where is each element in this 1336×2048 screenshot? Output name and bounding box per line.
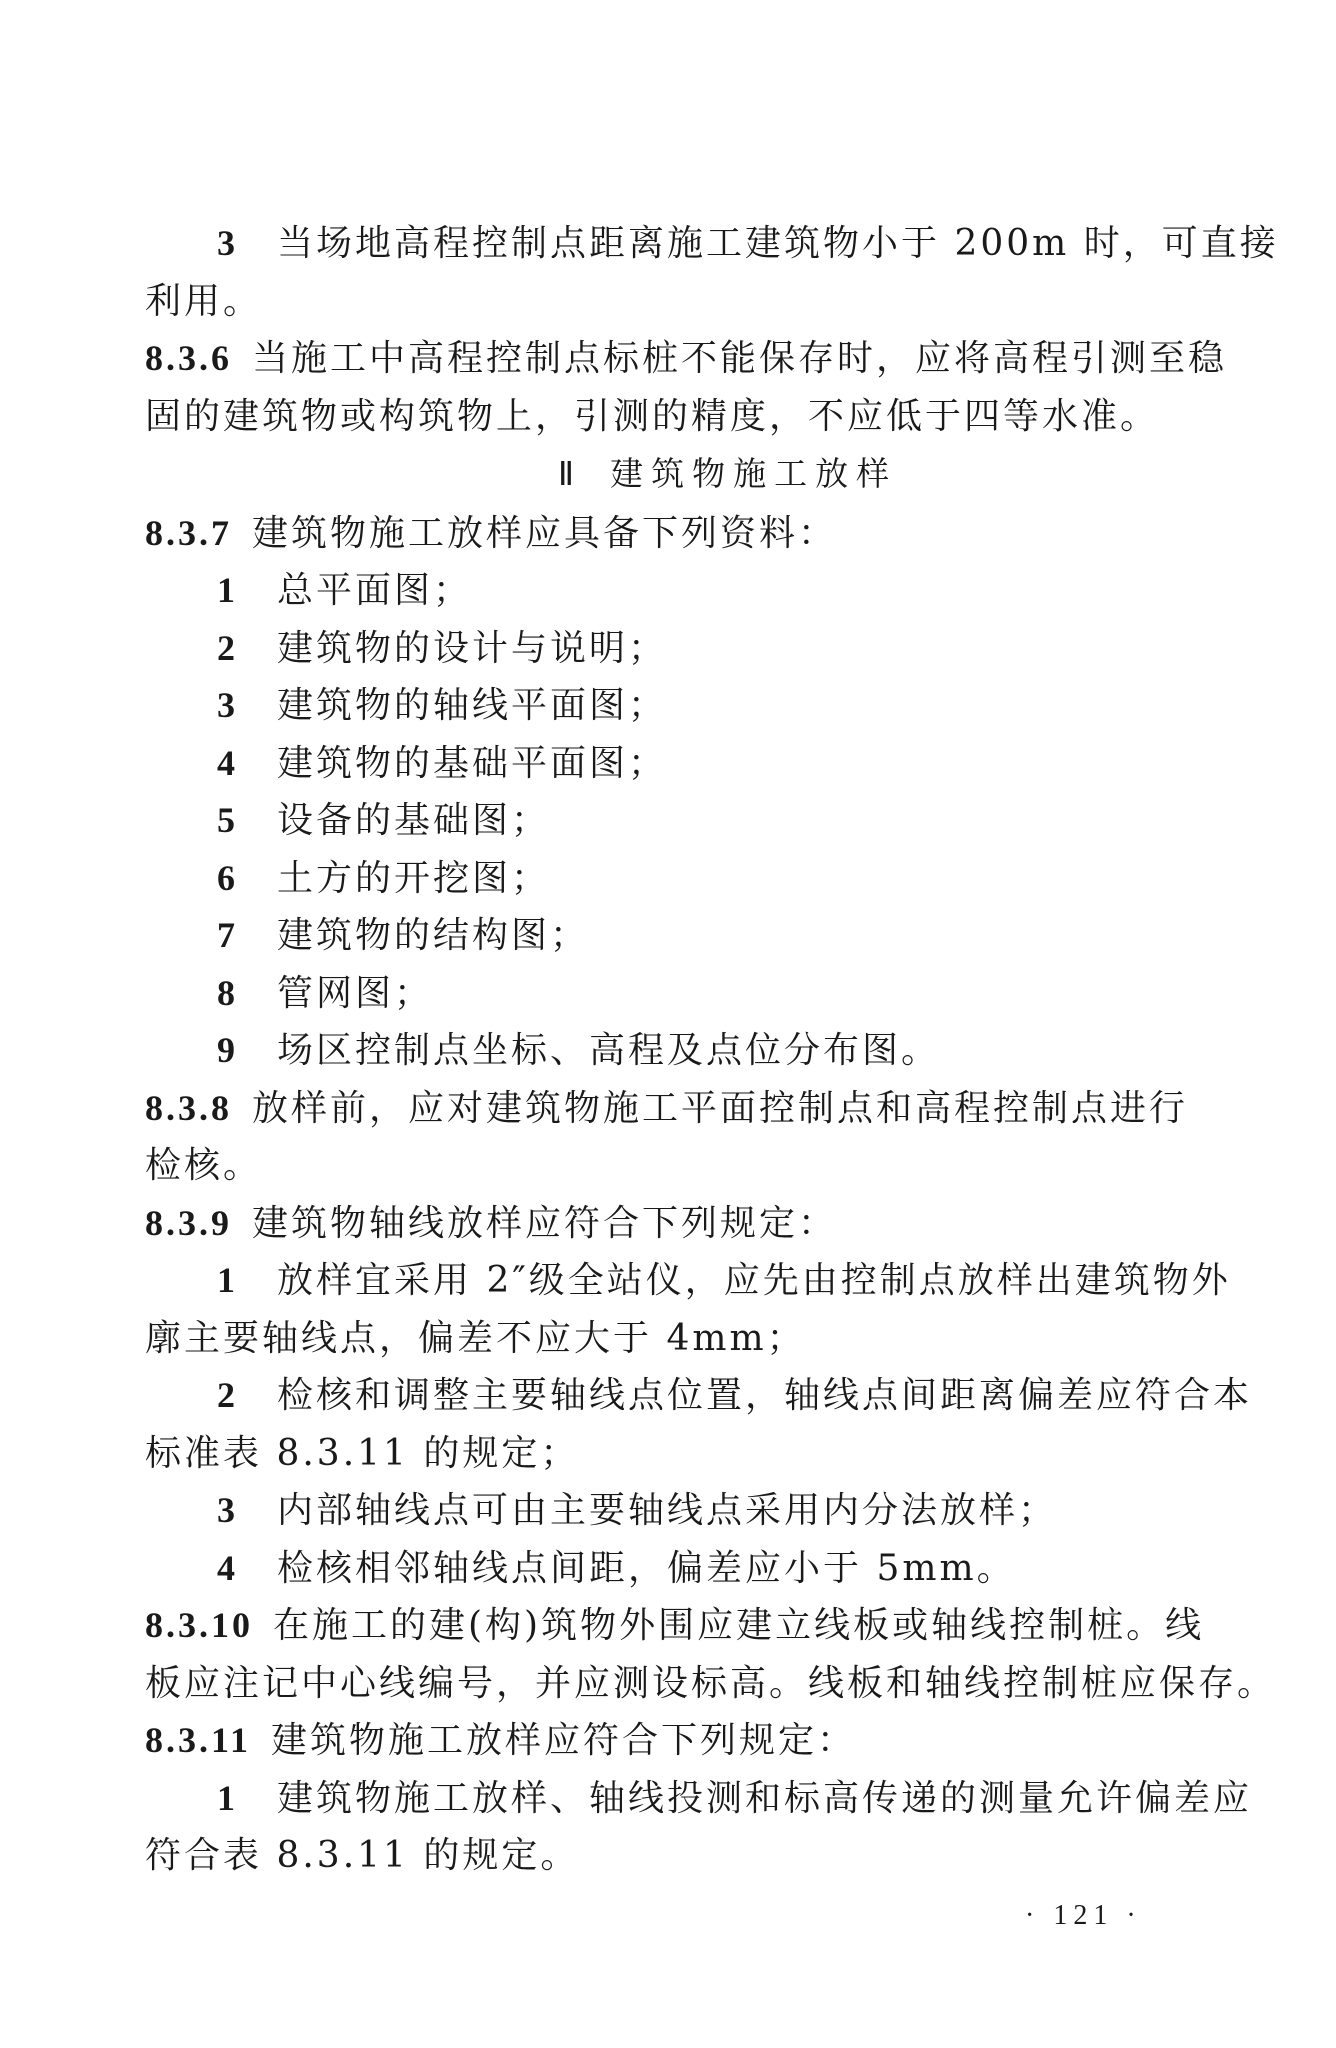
list-item bbox=[145, 1367, 1253, 1425]
item-text: 检核相邻轴线点间距，偏差应小于 5mm。 bbox=[277, 1547, 1016, 1589]
clause-8-3-6 bbox=[145, 330, 1228, 388]
list-item bbox=[145, 677, 1190, 735]
item-number: 2 bbox=[217, 627, 238, 668]
item-text-continued: 利用。 bbox=[145, 280, 263, 322]
item-text: 土方的开挖图； bbox=[277, 857, 551, 899]
item-text: 总平面图； bbox=[277, 570, 473, 611]
clause-number: 8.3.8 bbox=[145, 1087, 232, 1128]
clause-number: 8.3.11 bbox=[145, 1720, 252, 1760]
clause-text-continued: 固的建筑物或构筑物上，引测的精度，不应低于四等水准。 bbox=[145, 395, 1160, 437]
list-item bbox=[145, 907, 1190, 965]
list-item bbox=[145, 850, 1190, 908]
clause-8-3-7 bbox=[145, 505, 1190, 563]
item-text: 建筑物的基础平面图； bbox=[277, 742, 668, 784]
item-text: 设备的基础图； bbox=[277, 800, 551, 841]
item-text-continued: 标准表 8.3.11 的规定； bbox=[145, 1432, 580, 1474]
list-item bbox=[145, 562, 1190, 620]
item-text: 当场地高程控制点距离施工建筑物小于 200m 时，可直接 bbox=[277, 223, 1279, 264]
page-body bbox=[145, 215, 1279, 1885]
item-text: 管网图； bbox=[277, 972, 434, 1014]
item-text: 建筑物的设计与说明； bbox=[277, 627, 668, 669]
item-text-continued: 廓主要轴线点，偏差不应大于 4mm； bbox=[145, 1317, 806, 1359]
clause-8-3-11 bbox=[145, 1712, 1190, 1770]
clause-text: 建筑物轴线放样应符合下列规定： bbox=[252, 1202, 838, 1244]
item-number: 4 bbox=[217, 1547, 238, 1588]
item-number: 2 bbox=[217, 1375, 238, 1415]
list-item bbox=[145, 735, 1190, 793]
clause-8-3-10 bbox=[145, 1597, 1205, 1655]
clause-text-continued: 检核。 bbox=[145, 1145, 263, 1186]
section-roman-numeral: Ⅱ bbox=[557, 457, 583, 493]
item-text-continued: 符合表 8.3.11 的规定。 bbox=[145, 1835, 580, 1876]
clause-number: 8.3.6 bbox=[145, 338, 232, 378]
clause-text: 放样前，应对建筑物施工平面控制点和高程控制点进行 bbox=[252, 1087, 1189, 1129]
item-number: 6 bbox=[217, 857, 238, 898]
list-item bbox=[145, 1022, 1190, 1080]
clause-text: 建筑物施工放样应符合下列规定： bbox=[271, 1720, 857, 1761]
item-number: 5 bbox=[217, 800, 238, 840]
clause-text: 当施工中高程控制点标桩不能保存时，应将高程引测至稳 bbox=[252, 338, 1228, 379]
item-number: 8 bbox=[217, 972, 238, 1013]
item-number: 3 bbox=[217, 685, 238, 725]
clause-8-3-8 bbox=[145, 1080, 1190, 1138]
clause-number: 8.3.10 bbox=[145, 1605, 253, 1645]
list-item bbox=[145, 1482, 1190, 1540]
list-item bbox=[145, 1770, 1253, 1828]
item-number: 4 bbox=[217, 742, 238, 783]
list-item-3 bbox=[145, 215, 1279, 273]
clause-number: 8.3.7 bbox=[145, 512, 232, 553]
item-number: 3 bbox=[217, 223, 238, 263]
item-number: 1 bbox=[217, 1260, 238, 1300]
item-number: 3 bbox=[217, 1490, 238, 1530]
list-item bbox=[145, 792, 1190, 850]
item-number: 1 bbox=[217, 570, 238, 610]
item-number: 9 bbox=[217, 1030, 238, 1070]
item-number: 7 bbox=[217, 915, 238, 955]
item-text: 内部轴线点可由主要轴线点采用内分法放样； bbox=[277, 1490, 1058, 1531]
item-text: 建筑物的结构图； bbox=[277, 915, 590, 956]
item-number: 1 bbox=[217, 1777, 238, 1818]
list-item bbox=[145, 620, 1190, 678]
clause-text: 在施工的建(构)筑物外围应建立线板或轴线控制桩。线 bbox=[273, 1605, 1205, 1646]
item-text: 检核和调整主要轴线点位置，轴线点间距离偏差应符合本 bbox=[277, 1375, 1253, 1416]
item-text: 建筑物施工放样、轴线投测和标高传递的测量允许偏差应 bbox=[277, 1777, 1253, 1819]
clause-number: 8.3.9 bbox=[145, 1202, 232, 1243]
item-text: 建筑物的轴线平面图； bbox=[277, 685, 668, 726]
section-title: 建筑物施工放样 bbox=[610, 454, 898, 493]
clause-text-continued: 板应注记中心线编号，并应测设标高。线板和轴线控制桩应保存。 bbox=[145, 1662, 1277, 1704]
section-heading bbox=[145, 445, 1190, 505]
page-number: · 121 · bbox=[1025, 1900, 1142, 1931]
clause-8-3-9 bbox=[145, 1195, 1190, 1253]
list-item bbox=[145, 965, 1190, 1023]
item-text: 场区控制点坐标、高程及点位分布图。 bbox=[277, 1030, 941, 1071]
clause-text: 建筑物施工放样应具备下列资料： bbox=[252, 512, 838, 554]
list-item bbox=[145, 1252, 1231, 1310]
item-text: 放样宜采用 2″级全站仪，应先由控制点放样出建筑物外 bbox=[277, 1260, 1231, 1301]
list-item bbox=[145, 1540, 1190, 1598]
